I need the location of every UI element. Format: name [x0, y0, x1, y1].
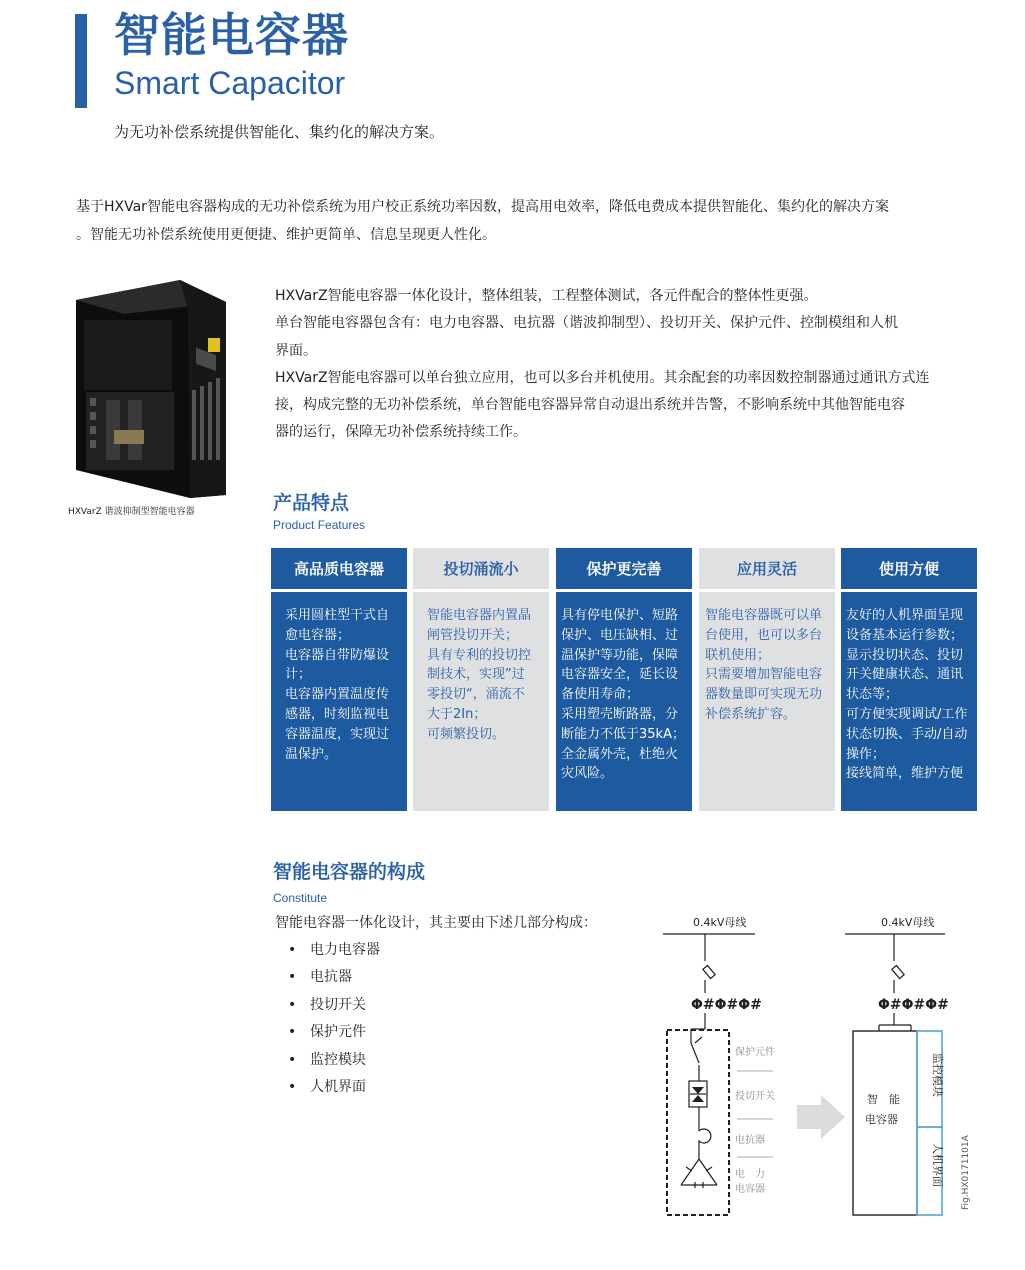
feature-line: 友好的人机界面呈现 — [846, 608, 964, 623]
feature-line: 补偿系统扩容。 — [705, 706, 797, 722]
feature-line: 开关健康状态、通讯 — [846, 667, 964, 683]
feature-body — [699, 592, 835, 811]
feature-line: 台使用，也可以多台 — [705, 627, 823, 643]
feature-line: 可方便实现调试/工作 — [846, 706, 968, 722]
feature-line: 制技术，实现”过 — [427, 667, 525, 683]
intro-paragraph — [76, 193, 976, 249]
features-section-title: 产品特点 — [273, 492, 350, 514]
feature-line: 愈电容器； — [285, 627, 351, 643]
page-title: 智能电容器 — [114, 8, 349, 62]
product-photo-caption: HXVarZ 谐波抑制型智能电容器 — [68, 507, 195, 517]
feature-heading: 保护更完善 — [556, 548, 692, 589]
hmi-label: 人机界面 — [931, 1143, 944, 1187]
features-table — [271, 548, 977, 811]
phase-marks-right: Φ#Φ#Φ# — [878, 997, 949, 1013]
feature-line: 保护、电压缺相、过 — [561, 627, 679, 643]
feature-line: 联机使用； — [705, 647, 771, 663]
description-line: 接，构成完整的无功补偿系统，单台智能电容器异常自动退出系统并告警，不影响系统中其他智能电容 — [275, 397, 905, 414]
label-switch: 投切开关 — [735, 1091, 775, 1102]
feature-line: 具有专利的投切控 — [427, 647, 532, 663]
features-section-subtitle: Product Features — [273, 518, 366, 532]
intro-line: 。智能无功补偿系统使用更便捷、维护更简单、信息呈现更人性化。 — [76, 227, 496, 243]
page-title-english: Smart Capacitor — [114, 65, 346, 101]
feature-line: 状态切换、手动/自动 — [846, 726, 968, 742]
feature-line: 断能力不低于35kA； — [561, 726, 685, 742]
description-line: 单台智能电容器包含有：电力电容器、电抗器（谐波抑制型）、投切开关、保护元件、控制模组和人机 — [275, 315, 898, 332]
component-list — [288, 937, 380, 1101]
busbar-label-left: 0.4kV母线 — [693, 916, 747, 929]
smart-capacitor-line2: 电容器 — [865, 1113, 898, 1126]
feature-line: 温保护。 — [285, 746, 338, 762]
feature-line: 状态等； — [846, 687, 899, 703]
feature-line: 接线简单，维护方便 — [846, 766, 964, 782]
feature-line: 电容器自带防爆设 — [285, 647, 390, 663]
feature-line: 灾风险。 — [561, 766, 614, 782]
constitute-section-title: 智能电容器的构成 — [273, 861, 426, 883]
feature-heading: 应用灵活 — [699, 548, 835, 589]
label-capacitor-line1: 电 力 — [735, 1169, 765, 1180]
list-item: • 电力电容器 — [288, 937, 380, 964]
feature-line: 容器温度，实现过 — [285, 726, 390, 742]
label-reactor: 电抗器 — [735, 1135, 765, 1146]
feature-line: 只需要增加智能电容 — [705, 667, 823, 683]
feature-card-switching — [413, 548, 549, 811]
description-line: HXVarZ智能电容器一体化设计，整体组装，工程整体测试，各元件配合的整体性更强。 — [275, 288, 818, 304]
feature-line: 闸管投切开关； — [427, 627, 519, 643]
monitor-module-label: 监控模块 — [931, 1053, 944, 1097]
feature-line: 备使用寿命； — [561, 687, 640, 703]
feature-line: 器数量即可实现无功 — [705, 687, 823, 703]
constitute-section-subtitle: Constitute — [273, 891, 328, 905]
feature-body — [841, 592, 977, 811]
feature-line: 设备基本运行参数； — [846, 627, 964, 643]
label-capacitor-line2: 电容器 — [735, 1184, 765, 1195]
feature-card-capacitor — [271, 548, 407, 811]
intro-line: 基于HXVar智能电容器构成的无功补偿系统为用户校正系统功率因数，提高用电效率，降低电费成本提供智能化、集约化的解决方案 — [76, 199, 889, 215]
product-description — [275, 283, 980, 447]
constitute-intro: 智能电容器一体化设计，其主要由下述几部分构成： — [275, 915, 597, 931]
feature-line: 操作； — [846, 746, 886, 762]
feature-heading: 使用方便 — [841, 548, 977, 589]
feature-card-protection — [556, 548, 692, 811]
busbar-label-right: 0.4kV母线 — [881, 916, 935, 929]
feature-line: 电容器内置温度传 — [285, 687, 390, 703]
list-item: • 监控模块 — [288, 1047, 380, 1074]
feature-line: 大于2In； — [427, 706, 487, 722]
feature-line: 采用圆柱型干式自 — [285, 608, 390, 623]
list-item: • 人机界面 — [288, 1074, 380, 1101]
smart-capacitor-line1: 智 能 — [867, 1093, 900, 1106]
list-item: • 电抗器 — [288, 964, 380, 991]
product-photo-image — [76, 280, 226, 498]
feature-line: 全金属外壳，杜绝火 — [561, 746, 679, 762]
feature-body — [413, 592, 549, 811]
feature-body — [556, 592, 692, 811]
feature-line: 智能电容器内置晶 — [427, 608, 532, 623]
description-line: HXVarZ智能电容器可以单台独立应用，也可以多台并机使用。其余配套的功率因数控制器通过通讯方式连 — [275, 369, 930, 386]
title-accent-bar — [75, 14, 87, 108]
description-line: 器的运行，保障无功补偿系统持续工作。 — [275, 424, 527, 441]
phase-marks-left: Φ#Φ#Φ# — [691, 997, 762, 1013]
feature-line: 显示投切状态、投切 — [846, 647, 964, 663]
list-item: • 投切开关 — [288, 992, 380, 1019]
figure-id: Fig.HX0171101A — [961, 1135, 971, 1210]
feature-line: 温保护等功能，保障 — [561, 647, 679, 663]
page-subtitle: 为无功补偿系统提供智能化、集约化的解决方案。 — [114, 123, 445, 141]
feature-line: 采用塑壳断路器，分 — [561, 706, 679, 722]
label-protection: 保护元件 — [735, 1047, 775, 1058]
list-item: • 保护元件 — [288, 1019, 380, 1046]
feature-line: 智能电容器既可以单 — [705, 608, 823, 623]
transform-arrow-icon — [797, 1095, 845, 1139]
feature-line: 零投切“，涌流不 — [427, 687, 525, 703]
feature-body — [271, 592, 407, 811]
description-line: 界面。 — [275, 342, 317, 359]
feature-card-flexible — [699, 548, 835, 811]
feature-heading: 投切涌流小 — [413, 548, 549, 589]
feature-line: 电容器安全，延长设 — [561, 667, 679, 683]
feature-heading: 高品质电容器 — [271, 548, 407, 589]
feature-line: 计； — [285, 667, 312, 683]
feature-line: 具有停电保护、短路 — [561, 608, 679, 623]
feature-card-usability — [841, 548, 977, 811]
circuit-diagram — [655, 905, 985, 1225]
feature-line: 可频繁投切。 — [427, 726, 506, 742]
feature-line: 感器，时刻监视电 — [285, 706, 390, 722]
